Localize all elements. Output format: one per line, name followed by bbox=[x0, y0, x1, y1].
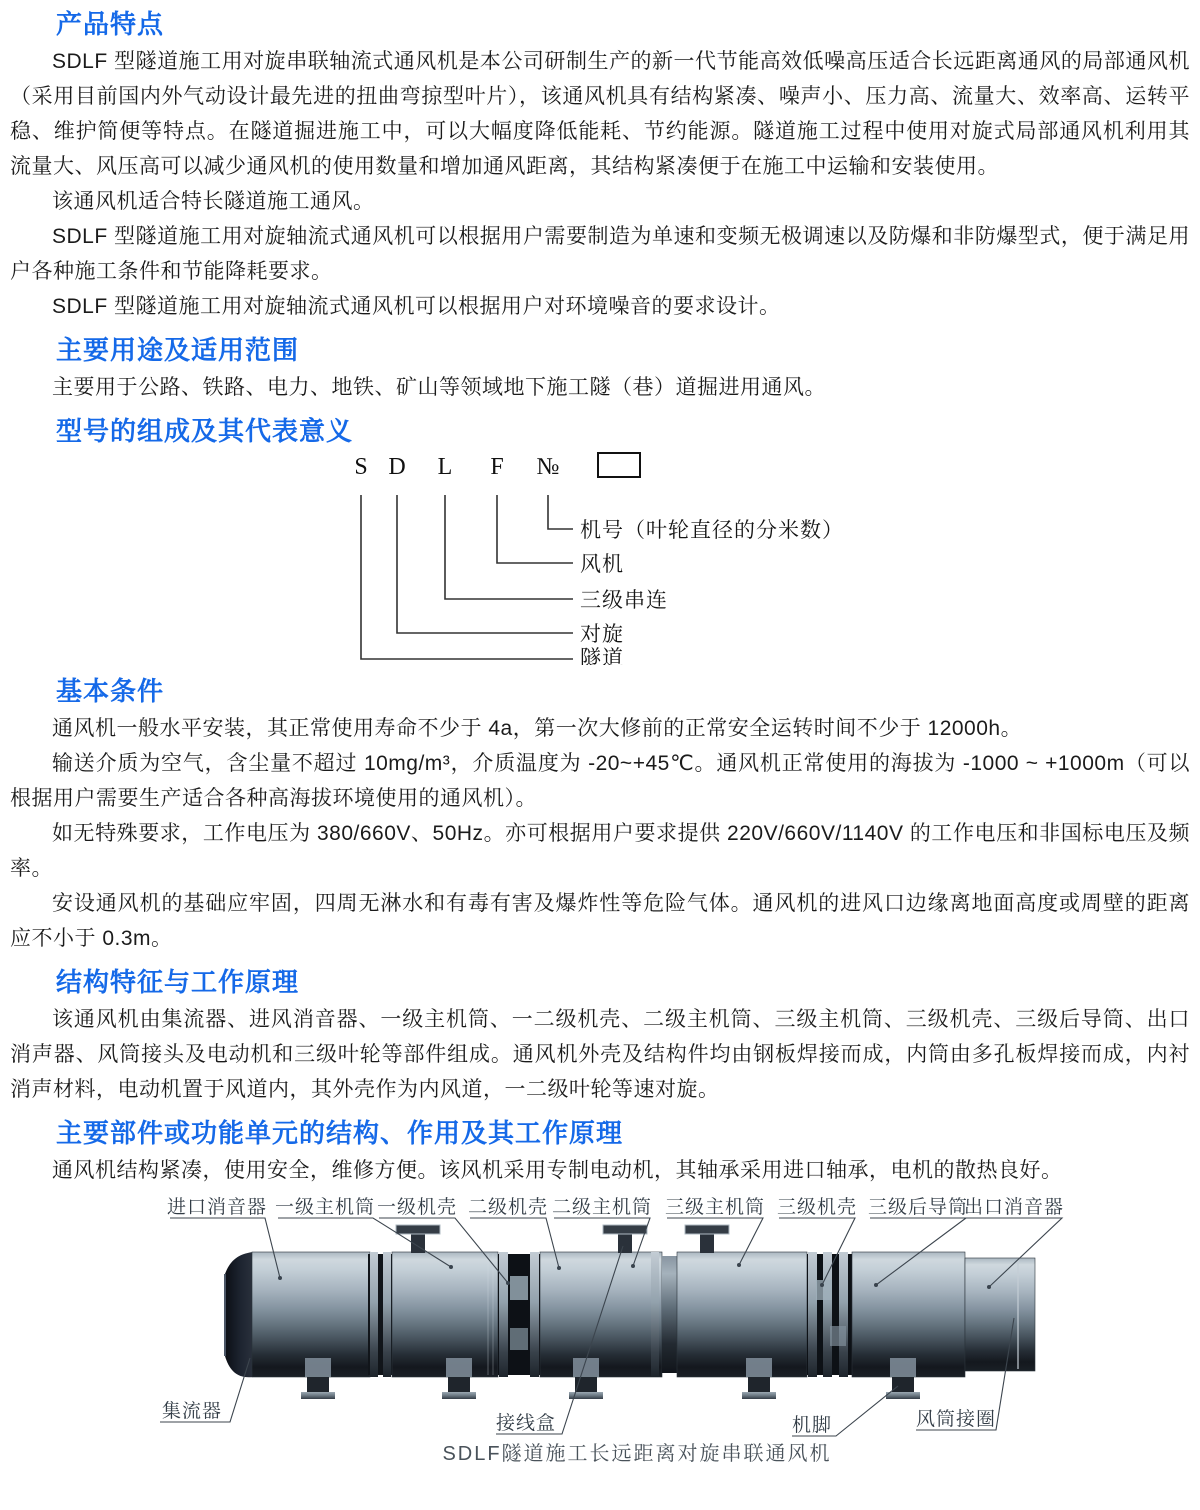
foot bbox=[742, 1358, 776, 1399]
paragraph-features-1: SDLF 型隧道施工用对旋串联轴流式通风机是本公司研制生产的新一代节能高效低噪高压适合长远距离通风的局部通风机（采用目前国内外气动设计最先进的扭曲弯掠型叶片），该通风机具有结构紧凑、噪声小、压力高、流量大、效率高、运转平稳、维护简便等特点。在隧道掘进施工中，可以大幅度降低能耗、节约能源。隧道施工过程中使用对旋式局部通风机利用其流量大、风压高可以减少通风机的使用数量和增加通风距离，其结构紧凑便于在施工中运输和安装使用。 bbox=[10, 50, 1190, 178]
label-stage3-main-cylinder: 三级主机筒 bbox=[664, 1197, 766, 1218]
joint-b-block2 bbox=[510, 1328, 528, 1350]
model-label-tunnel: 隧道 bbox=[580, 647, 624, 665]
paragraph-basic-1: 通风机一般水平安装，其正常使用寿命不少于 4a，第一次大修前的正常安全运转时间不少于 12000h。 bbox=[52, 717, 1023, 740]
foot bbox=[442, 1358, 476, 1399]
joint-b-block1 bbox=[510, 1276, 528, 1300]
bell-mouth-collector bbox=[225, 1252, 253, 1377]
label-machine-foot: 机脚 bbox=[792, 1415, 833, 1436]
fan-diagram-caption: SDLF隧道施工长远距离对旋串联通风机 bbox=[442, 1443, 832, 1465]
heading-basic-conditions: 基本条件 bbox=[56, 676, 165, 706]
paragraph-features-3: SDLF 型隧道施工用对旋轴流式通风机可以根据用户需要制造为单速和变频无极调速以及防爆和非防爆型式，便于满足用户各种施工条件和节能降耗要求。 bbox=[10, 225, 1190, 283]
connector-c bbox=[662, 1256, 677, 1373]
junction-box-1 bbox=[396, 1225, 440, 1253]
model-letter-no: № bbox=[536, 454, 560, 480]
model-tree-lines bbox=[361, 495, 573, 659]
joint-d-rib3 bbox=[839, 1252, 848, 1377]
foot bbox=[569, 1358, 603, 1399]
label-outlet-silencer: 出口消音器 bbox=[963, 1197, 1065, 1218]
label-collector: 集流器 bbox=[162, 1401, 223, 1422]
paragraph-structure-1: 该通风机由集流器、进风消音器、一级主机筒、一二级机壳、二级主机筒、三级主机筒、三级机壳、三级后导筒、出口消声器、风筒接头及电动机和三级叶轮等部件组成。通风机外壳及结构件均由钢板焊接而成，内筒由多孔板焊接而成，内衬消声材料，电动机置于风道内，其外壳作为内风道，一二级叶轮等速对旋。 bbox=[10, 1008, 1190, 1101]
paragraph-basic-3: 如无特殊要求，工作电压为 380/660V、50Hz。亦可根据用户要求提供 220V/660V/1140V 的工作电压和非国标电压及频率。 bbox=[10, 822, 1190, 880]
heading-main-parts: 主要部件或功能单元的结构、作用及其工作原理 bbox=[56, 1118, 624, 1148]
paragraph-basic-2: 输送介质为空气，含尘量不超过 10mg/m³，介质温度为 -20~+45℃。通风机正常使用的海拔为 -1000 ~ +1000m（可以根据用户需要生产适合各种高海拔环境使用的通风机）。 bbox=[10, 752, 1190, 810]
model-composition-diagram bbox=[10, 451, 1200, 665]
duct-connection-ring bbox=[965, 1258, 1035, 1371]
label-stage1-casing: 一级机壳 bbox=[376, 1197, 458, 1218]
foot bbox=[301, 1358, 335, 1399]
joint-d-rib1 bbox=[808, 1252, 817, 1377]
junction-box-3 bbox=[685, 1225, 729, 1253]
heading-model-composition: 型号的组成及其代表意义 bbox=[56, 416, 354, 446]
paragraph-parts-1: 通风机结构紧凑，使用安全，维修方便。该风机采用专制电动机，其轴承采用进口轴承，电机的散热良好。 bbox=[52, 1159, 1063, 1182]
label-inlet-silencer: 进口消音器 bbox=[166, 1197, 268, 1218]
stage3-cylinder-section bbox=[677, 1252, 807, 1377]
model-number-box bbox=[598, 453, 640, 477]
heading-main-usage: 主要用途及适用范围 bbox=[56, 335, 300, 365]
label-duct-ring: 风筒接圈 bbox=[916, 1409, 997, 1430]
label-stage1-main-cylinder: 一级主机筒 bbox=[274, 1197, 376, 1218]
model-letter-s: S bbox=[354, 454, 368, 480]
stage1-cylinder-section bbox=[392, 1252, 498, 1377]
label-stage3-rear-guide: 三级后导筒 bbox=[867, 1197, 969, 1218]
model-letter-f: F bbox=[490, 454, 504, 480]
model-tree-svg bbox=[10, 451, 1200, 665]
paragraph-basic-4: 安设通风机的基础应牢固，四周无淋水和有毒有害及爆炸性等危险气体。通风机的进风口边缘离地面高度或周壁的距离应不小于 0.3m。 bbox=[10, 892, 1190, 950]
paragraph-features-4: SDLF 型隧道施工用对旋轴流式通风机可以根据用户对环境噪音的要求设计。 bbox=[52, 295, 781, 318]
joint-d-block1 bbox=[816, 1280, 832, 1300]
model-label-fan: 风机 bbox=[580, 553, 624, 576]
flange-a-rib1 bbox=[370, 1252, 378, 1377]
label-stage2-main-cylinder: 二级主机筒 bbox=[551, 1197, 653, 1218]
model-letter-d: D bbox=[388, 454, 406, 480]
joint-d-rib2 bbox=[823, 1252, 832, 1377]
paragraph-features-2: 该通风机适合特长隧道施工通风。 bbox=[52, 190, 375, 213]
joint-d-block2 bbox=[830, 1326, 846, 1346]
fan-technical-drawing bbox=[10, 1188, 1200, 1475]
label-stage2-casing: 二级机壳 bbox=[467, 1197, 549, 1218]
joint-b-rib2 bbox=[530, 1252, 539, 1377]
joint-b-rib1 bbox=[499, 1252, 508, 1377]
label-stage3-casing: 三级机壳 bbox=[776, 1197, 858, 1218]
fan-svg bbox=[10, 1188, 1200, 1475]
junction-box-2 bbox=[603, 1225, 647, 1253]
s3-end-rib bbox=[651, 1252, 659, 1377]
model-letter-l: L bbox=[437, 454, 453, 480]
foot bbox=[886, 1358, 920, 1399]
model-label-counter-rotating: 对旋 bbox=[580, 623, 624, 646]
heading-product-features: 产品特点 bbox=[56, 9, 165, 39]
label-junction-box: 接线盒 bbox=[496, 1413, 557, 1434]
heading-structure-principle: 结构特征与工作原理 bbox=[56, 967, 300, 997]
flange-a-rib2 bbox=[383, 1252, 391, 1377]
paragraph-usage-1: 主要用于公路、铁路、电力、地铁、矿山等领域地下施工隧（巷）道掘进用通风。 bbox=[52, 376, 826, 399]
model-label-three-stage-series: 三级串连 bbox=[580, 589, 668, 612]
fan-body bbox=[225, 1225, 1035, 1399]
model-label-fan-number: 机号（叶轮直径的分米数） bbox=[580, 519, 844, 542]
